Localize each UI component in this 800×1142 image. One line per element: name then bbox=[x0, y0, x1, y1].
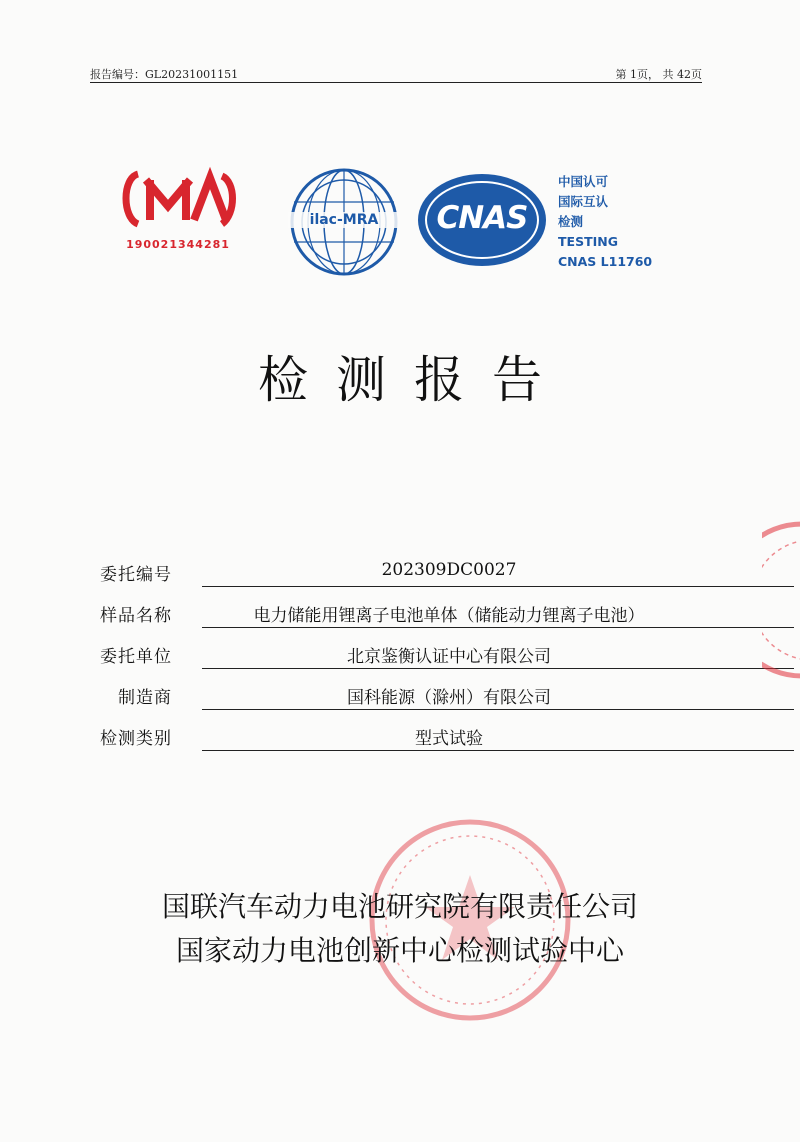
report-title: 检测报告 bbox=[258, 351, 570, 409]
report-info-table bbox=[100, 552, 700, 757]
ilac-mra-logo bbox=[288, 166, 400, 278]
accreditation-line: CNAS L11760 bbox=[558, 254, 653, 269]
certification-logos bbox=[0, 0, 800, 300]
underline bbox=[202, 709, 794, 710]
info-label: 委托单位 bbox=[100, 647, 172, 667]
seal-fragment-icon bbox=[762, 520, 800, 680]
issuer-name-2: 国家动力电池创新中心检测试验中心 bbox=[175, 934, 624, 967]
page-info: 第 1页， 共 42页 bbox=[615, 68, 702, 81]
info-value: 202309DC0027 bbox=[381, 560, 517, 580]
info-label: 检测类别 bbox=[100, 729, 172, 749]
info-value: 国科能源（滁州）有限公司 bbox=[347, 688, 551, 708]
cma-logo bbox=[118, 166, 238, 256]
info-label: 样品名称 bbox=[100, 606, 172, 626]
cnas-label: CNAS bbox=[436, 200, 528, 236]
issuer-name-1: 国联汽车动力电池研究院有限责任公司 bbox=[161, 890, 638, 923]
underline bbox=[202, 668, 794, 669]
underline bbox=[202, 586, 794, 587]
info-value: 北京鉴衡认证中心有限公司 bbox=[347, 647, 551, 667]
cma-number: 190021344281 bbox=[126, 238, 230, 251]
info-row-commission-no bbox=[100, 552, 700, 593]
info-row-manufacturer bbox=[100, 675, 700, 716]
report-number: 报告编号：GL20231001151 bbox=[90, 68, 239, 81]
info-label: 委托编号 bbox=[100, 565, 172, 585]
accreditation-text bbox=[558, 172, 690, 272]
issuing-organizations bbox=[0, 885, 800, 973]
underline bbox=[202, 627, 794, 628]
info-value: 电力储能用锂离子电池单体（储能动力锂离子电池） bbox=[253, 606, 645, 626]
ilac-mra-label: ilac-MRA bbox=[288, 212, 400, 228]
info-value: 型式试验 bbox=[415, 729, 483, 749]
accreditation-line: 中国认可 bbox=[558, 174, 609, 189]
underline bbox=[202, 750, 794, 751]
info-row-test-type bbox=[100, 716, 700, 757]
accreditation-line: 检测 bbox=[558, 214, 584, 229]
cnas-logo bbox=[416, 170, 548, 270]
accreditation-line: 国际互认 bbox=[558, 194, 609, 209]
accreditation-line: TESTING bbox=[558, 234, 618, 249]
cma-mark-icon bbox=[118, 166, 238, 236]
info-row-client bbox=[100, 634, 700, 675]
info-row-sample-name bbox=[100, 593, 700, 634]
info-label: 制造商 bbox=[118, 688, 172, 708]
